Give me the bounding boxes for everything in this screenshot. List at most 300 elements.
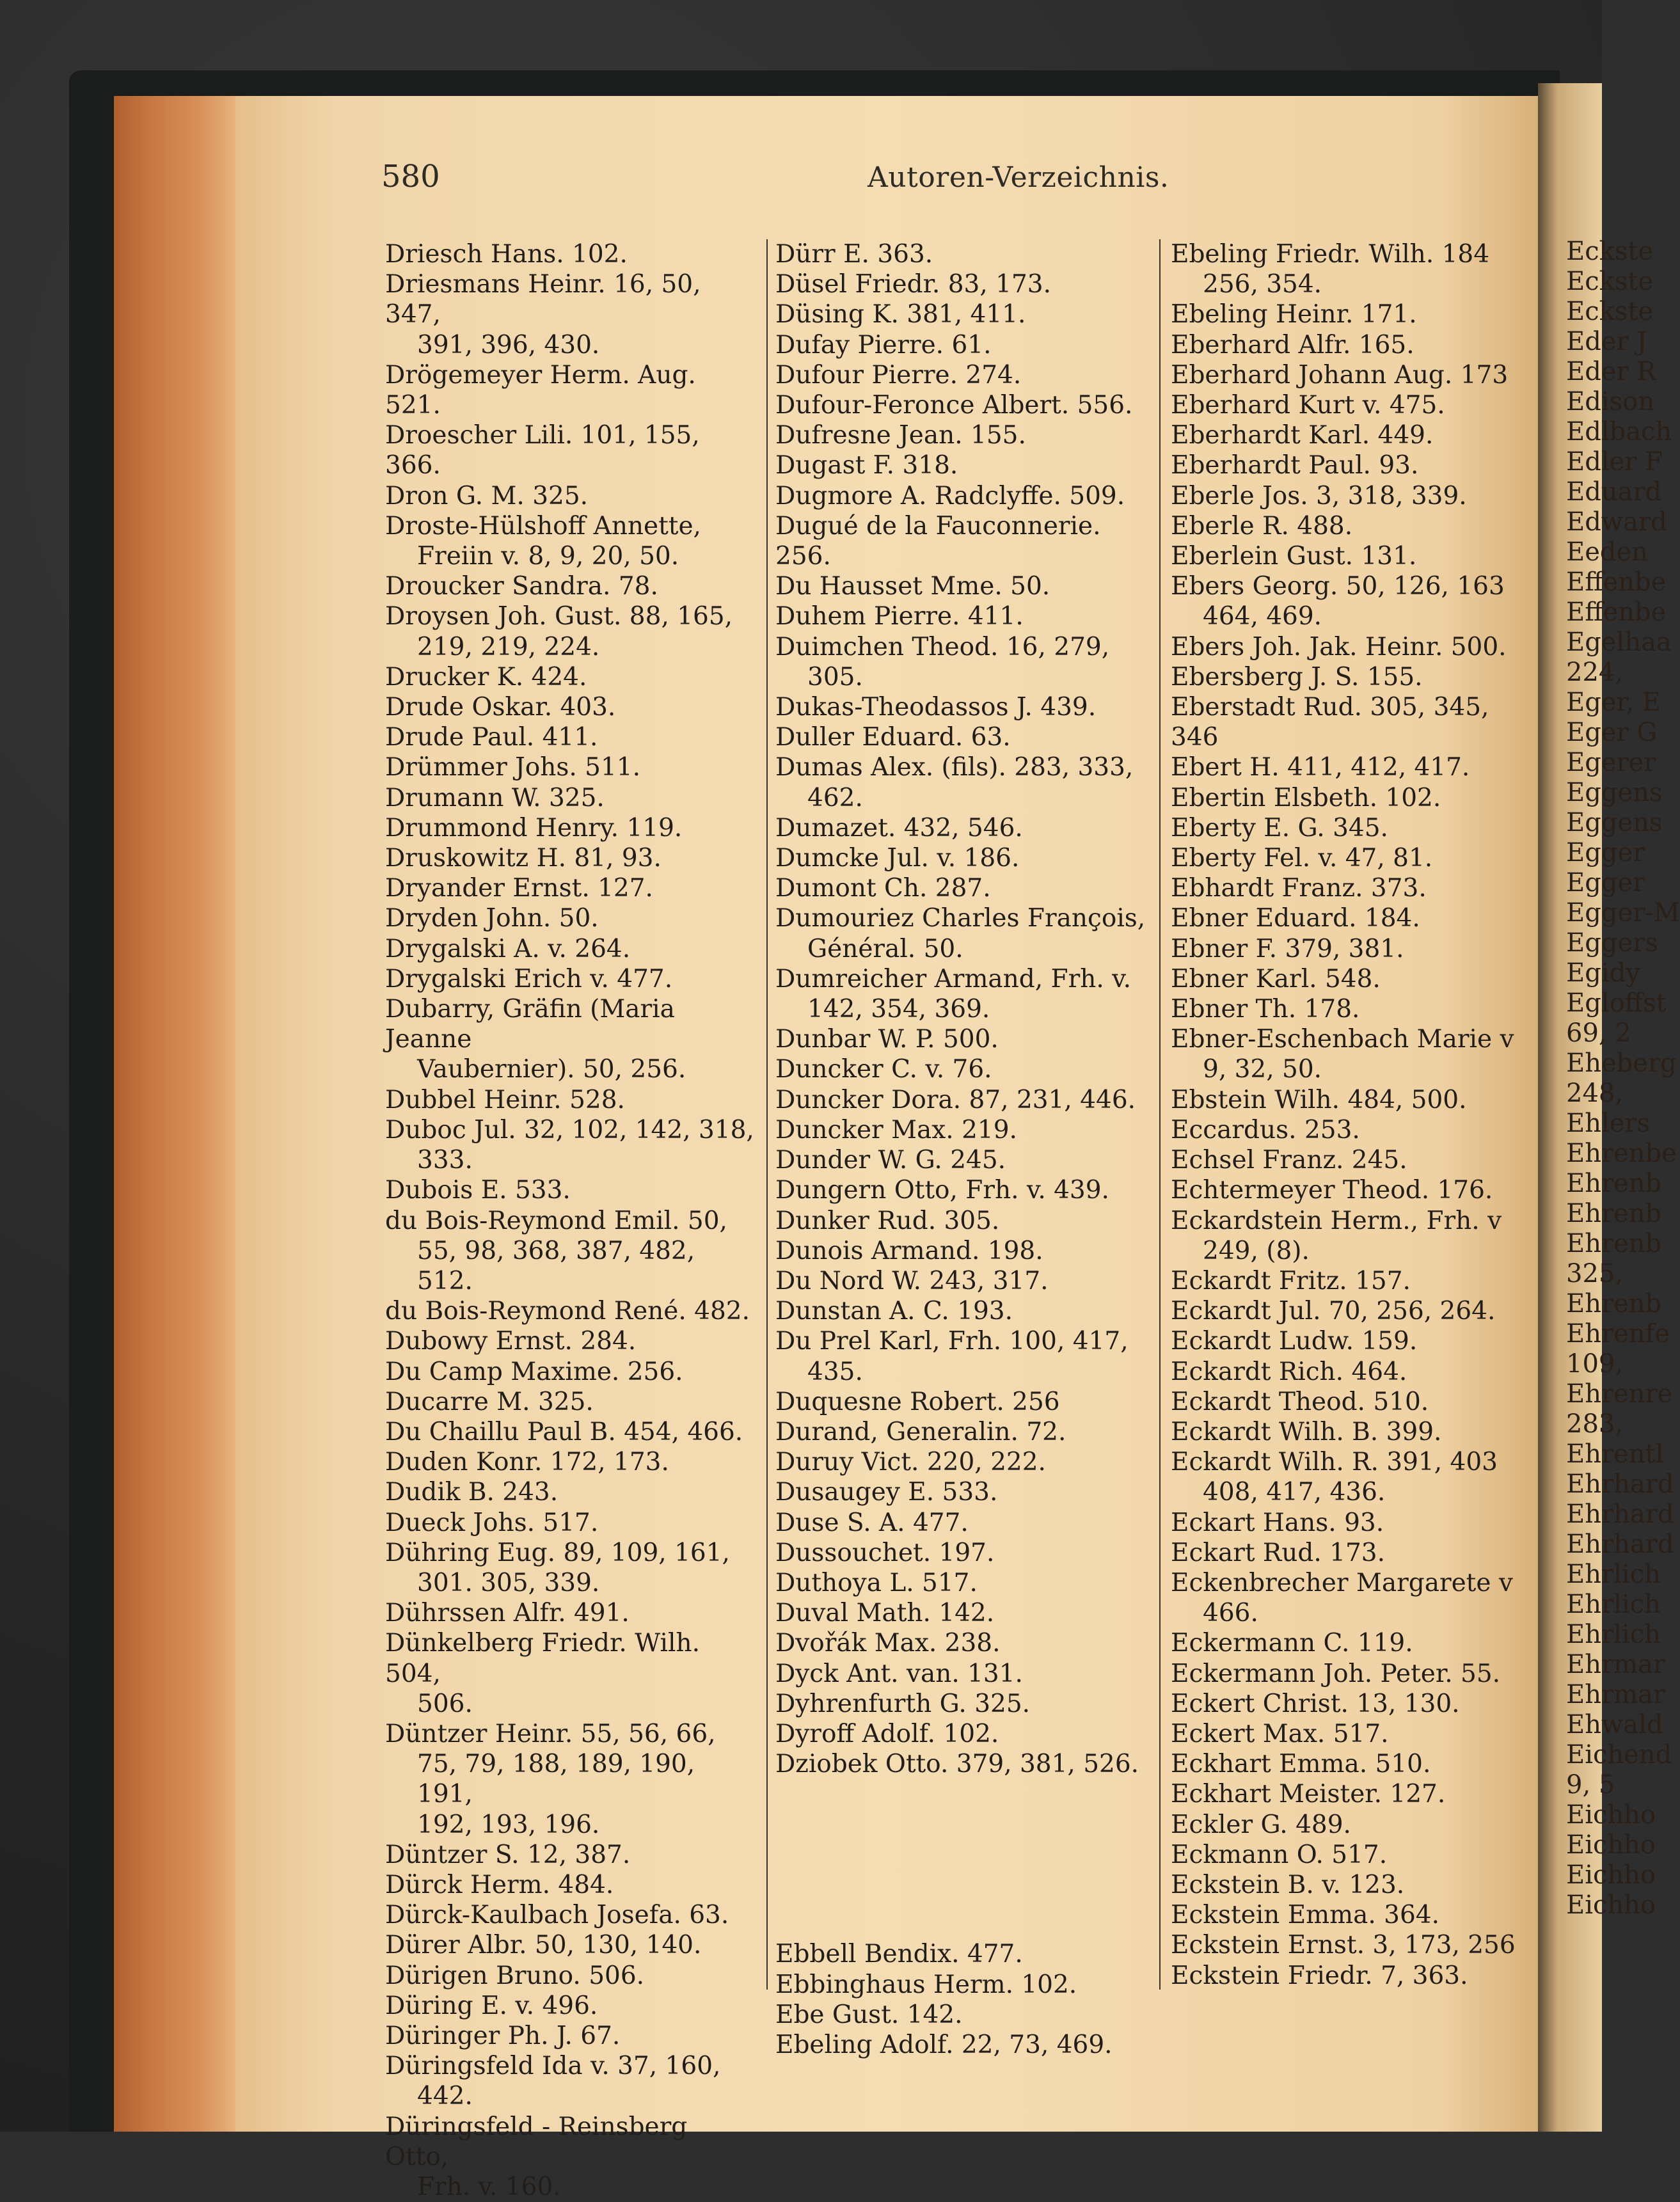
entry-text: Eberhardt Karl. 449. (1171, 421, 1434, 450)
entry-text: Ebersberg J. S. 155. (1171, 662, 1423, 692)
index-entry (1171, 843, 1529, 873)
index-entry (1171, 299, 1529, 329)
entry-continuation: 333. (417, 1146, 473, 1175)
index-entry (775, 1970, 1159, 2000)
next-page-fragment: 283, (1566, 1409, 1624, 1439)
entry-text: Drumann W. 325. (385, 783, 605, 812)
entry-text: Echsel Franz. 245. (1171, 1146, 1407, 1175)
entry-text: Duncker Dora. 87, 231, 446. (775, 1085, 1136, 1114)
entry-text: Dueck Johs. 517. (385, 1508, 599, 1537)
entry-text: Eckstein Friedr. 7, 363. (1171, 1961, 1468, 1990)
entry-text: Duden Konr. 172, 173. (385, 1448, 669, 1477)
index-entry (385, 1387, 756, 1417)
entry-text: Dürck-Kaulbach Josefa. 63. (385, 1901, 729, 1930)
next-page-fragment: Eichho (1566, 1830, 1656, 1860)
index-entry (775, 964, 1159, 1024)
entry-text: Ebert H. 411, 412, 417. (1171, 753, 1470, 782)
index-entry (385, 662, 756, 692)
entry-text: Dunstan A. C. 193. (775, 1297, 1013, 1326)
entry-text: Drucker K. 424. (385, 662, 587, 692)
index-entry (385, 360, 756, 420)
entry-text: Eberle Jos. 3, 318, 339. (1171, 481, 1467, 511)
entry-text: Eckert Max. 517. (1171, 1719, 1389, 1748)
page-edges (114, 96, 235, 2132)
entry-continuation: 9, 32, 50. (1203, 1055, 1322, 1084)
index-entry (775, 903, 1159, 963)
entry-text: Eberhard Kurt v. 475. (1171, 391, 1445, 420)
entry-text: Duller Eduard. 63. (775, 723, 1011, 752)
index-entry (1171, 360, 1529, 390)
entry-text: Driesmans Heinr. 16, 50, 347, (385, 270, 701, 329)
index-entry (385, 269, 756, 360)
entry-text: Ebeling Adolf. 22, 73, 469. (775, 2030, 1113, 2059)
index-entry (1171, 1024, 1529, 1084)
entry-text: Eckardt Wilh. B. 399. (1171, 1417, 1442, 1446)
entry-text: Dürigen Bruno. 506. (385, 1961, 645, 1990)
index-entry (385, 571, 756, 601)
entry-text: Dugué de la Fauconnerie. 256. (775, 511, 1101, 571)
next-page-fragment: Eheberg (1566, 1049, 1677, 1078)
entry-text: Eckardt Ludw. 159. (1171, 1327, 1418, 1356)
next-page-fragment: Eichend (1566, 1740, 1672, 1770)
entry-text: Dubbel Heinr. 528. (385, 1085, 625, 1114)
index-entry (1171, 239, 1529, 299)
next-page-fragment: Ehrenb (1566, 1229, 1662, 1258)
next-page-fragment: Eichho (1566, 1860, 1656, 1890)
entry-text: Drümmer Johs. 511. (385, 753, 640, 782)
index-entry (775, 1266, 1159, 1296)
index-entry (385, 2021, 756, 2051)
page-number: 580 (381, 159, 440, 194)
entry-text: Dühring Eug. 89, 109, 161, (385, 1538, 730, 1567)
entry-continuation: 249, (8). (1203, 1236, 1310, 1265)
index-entry (1171, 964, 1529, 994)
index-entry (385, 601, 756, 661)
entry-text: Dubarry, Gräfin (Maria Jeanne (385, 995, 675, 1054)
index-entry (1171, 662, 1529, 692)
entry-text: Dufour Pierre. 274. (775, 360, 1022, 390)
index-entry (1171, 390, 1529, 420)
index-entry (385, 1357, 756, 1387)
next-page-fragment: Eggens (1566, 808, 1663, 837)
entry-text: Eckardt Jul. 70, 256, 264. (1171, 1297, 1496, 1326)
entry-text: Dryander Ernst. 127. (385, 874, 653, 903)
index-entry (1171, 1296, 1529, 1326)
entry-continuation: 219, 219, 224. (417, 632, 600, 661)
entry-text: Dyck Ant. van. 131. (775, 1659, 1023, 1688)
next-page-fragment: Ehrenb (1566, 1199, 1662, 1228)
index-entry (385, 903, 756, 933)
index-entry (1171, 1568, 1529, 1628)
index-entry (385, 1508, 756, 1538)
index-entry (385, 783, 756, 813)
next-page-fragment: Egger-M (1566, 898, 1680, 928)
index-entry (1171, 450, 1529, 480)
index-entry (385, 752, 756, 782)
index-entry (1171, 1779, 1529, 1809)
next-page-fragment: 325, (1566, 1259, 1624, 1288)
index-entry (775, 1024, 1159, 1054)
entry-text: Durand, Generalin. 72. (775, 1417, 1066, 1446)
entry-text: Eckenbrecher Margarete v (1171, 1568, 1513, 1597)
entry-text: Eberhard Johann Aug. 173 (1171, 360, 1509, 390)
entry-text: Düringer Ph. J. 67. (385, 2021, 621, 2050)
index-entry (775, 1236, 1159, 1266)
index-column-1 (385, 239, 756, 2202)
entry-text: Eberstadt Rud. 305, 345, 346 (1171, 693, 1489, 752)
entry-text: Eckart Rud. 173. (1171, 1538, 1385, 1567)
index-entry (385, 1477, 756, 1507)
entry-continuation: 464, 469. (1203, 602, 1322, 631)
entry-text: Droysen Joh. Gust. 88, 165, (385, 602, 733, 631)
index-entry (775, 450, 1159, 480)
entry-text: Dunker Rud. 305. (775, 1206, 1000, 1235)
index-entry (385, 1447, 756, 1477)
entry-text: Dron G. M. 325. (385, 481, 589, 511)
next-page-fragment: Effenbe (1566, 567, 1667, 597)
index-entry (385, 420, 756, 480)
entry-text: Dunder W. G. 245. (775, 1146, 1006, 1175)
index-entry (385, 1115, 756, 1175)
next-page-fragment: Eckste (1566, 237, 1654, 266)
index-entry (385, 511, 756, 571)
index-entry (775, 239, 1159, 269)
index-entry (1171, 1719, 1529, 1749)
entry-continuation: 391, 396, 430. (417, 330, 600, 360)
entry-text: Dudik B. 243. (385, 1478, 559, 1507)
index-entry (775, 2030, 1159, 2060)
entry-text: Dungern Otto, Frh. v. 439. (775, 1176, 1109, 1205)
column-rule (766, 239, 768, 1990)
index-entry (385, 1206, 756, 1297)
index-entry (1171, 752, 1529, 782)
index-entry (775, 1659, 1159, 1689)
next-page-fragment: 9, 5 (1566, 1770, 1615, 1800)
index-entry (385, 964, 756, 994)
index-entry (385, 2051, 756, 2111)
entry-text: Duthoya L. 517. (775, 1568, 978, 1597)
entry-continuation: Freiin v. 8, 9, 20, 50. (417, 542, 679, 571)
index-entry (1171, 1206, 1529, 1266)
entry-text: Duncker Max. 219. (775, 1115, 1017, 1145)
next-page-fragment: 69, 2 (1566, 1018, 1631, 1048)
index-entry (1171, 330, 1529, 360)
entry-text: Drygalski Erich v. 477. (385, 964, 673, 994)
entry-continuation: 408, 417, 436. (1203, 1478, 1386, 1507)
index-entry (1171, 1085, 1529, 1115)
entry-text: Dukas-Theodassos J. 439. (775, 693, 1097, 722)
entry-text: Eckler G. 489. (1171, 1810, 1351, 1839)
entry-text: Eckstein Emma. 364. (1171, 1901, 1440, 1930)
index-entry (385, 843, 756, 873)
index-entry (775, 1054, 1159, 1084)
index-entry (1171, 481, 1529, 511)
entry-text: Ebner Eduard. 184. (1171, 904, 1420, 933)
index-entry (775, 1477, 1159, 1507)
entry-text: Dunois Armand. 198. (775, 1236, 1043, 1265)
next-page-fragment: Eger, E (1566, 688, 1661, 717)
entry-continuation: 442. (417, 2082, 473, 2111)
entry-continuation: 192, 193, 196. (417, 1810, 600, 1839)
index-entry (1171, 1447, 1529, 1507)
entry-text: Dusaugey E. 533. (775, 1478, 998, 1507)
index-entry (1171, 1387, 1529, 1417)
entry-text: Dührssen Alfr. 491. (385, 1599, 630, 1628)
index-entry (1171, 1538, 1529, 1568)
entry-text: Ebeling Friedr. Wilh. 184 (1171, 240, 1490, 269)
index-entry (385, 1719, 756, 1840)
entry-text: Dussouchet. 197. (775, 1538, 995, 1567)
entry-text: Driesch Hans. 102. (385, 240, 628, 269)
entry-continuation: Frh. v. 160. (417, 2173, 561, 2201)
next-page-fragment: Eggers (1566, 928, 1658, 958)
entry-text: Eckstein B. v. 123. (1171, 1870, 1405, 1899)
index-entry (1171, 692, 1529, 752)
entry-text: Ebner Th. 178. (1171, 995, 1360, 1024)
index-entry (1171, 873, 1529, 903)
entry-text: Eberle R. 488. (1171, 511, 1353, 541)
index-entry (775, 330, 1159, 360)
next-page-fragment: Ehlers (1566, 1109, 1651, 1138)
index-entry (385, 722, 756, 752)
entry-text: Düsing K. 381, 411. (775, 300, 1026, 329)
column-gap (775, 1779, 1159, 1939)
entry-text: Dyhrenfurth G. 325. (775, 1689, 1031, 1718)
next-page-fragment: Egger (1566, 838, 1645, 867)
index-entry (385, 1538, 756, 1598)
entry-text: Düsel Friedr. 83, 173. (775, 270, 1051, 299)
index-entry (1171, 783, 1529, 813)
next-page-fragment: Eeden (1566, 537, 1648, 567)
entry-text: Eckstein Ernst. 3, 173, 256 (1171, 1931, 1516, 1960)
index-entry (385, 813, 756, 843)
index-entry (385, 1175, 756, 1205)
entry-text: Droste-Hülshoff Annette, (385, 511, 701, 541)
entry-text: Du Nord W. 243, 317. (775, 1266, 1049, 1295)
entry-text: Dryden John. 50. (385, 904, 599, 933)
next-page-fragment: Eckste (1566, 297, 1654, 326)
index-entry (1171, 1810, 1529, 1840)
index-entry (1171, 1900, 1529, 1930)
entry-text: Duse S. A. 477. (775, 1508, 969, 1537)
entry-text: Eckhart Emma. 510. (1171, 1750, 1431, 1779)
next-page-fragment: Ehrhard (1566, 1500, 1674, 1529)
next-page-fragment: 248, (1566, 1079, 1624, 1108)
index-entry (775, 1175, 1159, 1205)
entry-text: Eccardus. 253. (1171, 1115, 1360, 1145)
entry-text: Dumcke Jul. v. 186. (775, 844, 1020, 873)
next-page-fragment: Egerer (1566, 748, 1656, 777)
next-page-fragment: Eichho (1566, 1890, 1656, 1920)
index-entry (1171, 1175, 1529, 1205)
next-page-fragments (1538, 83, 1680, 1921)
index-entry (1171, 1266, 1529, 1296)
index-entry (1171, 1417, 1529, 1447)
next-page-fragment: Ehrlich (1566, 1560, 1661, 1589)
index-entry (1171, 1628, 1529, 1658)
index-entry (775, 1749, 1159, 1779)
column-rule (1159, 239, 1161, 1990)
entry-text: Du Chaillu Paul B. 454, 466. (385, 1417, 743, 1446)
next-page-fragment: Ehrenfe (1566, 1319, 1670, 1349)
entry-continuation: 462. (807, 783, 863, 812)
entry-continuation: 301. 305, 339. (417, 1568, 600, 1597)
entry-text: Dufresne Jean. 155. (775, 421, 1026, 450)
entry-continuation: 466. (1203, 1599, 1258, 1628)
next-page-fragment: Edward (1566, 507, 1667, 537)
next-page-fragment: Ehrmar (1566, 1680, 1665, 1709)
entry-text: Duncker C. v. 76. (775, 1055, 992, 1084)
index-entry (775, 601, 1159, 631)
next-page-fragment: Egger (1566, 868, 1645, 898)
entry-text: Dumreicher Armand, Frh. v. (775, 964, 1131, 994)
next-page-edge (1538, 83, 1680, 2132)
index-entry (775, 571, 1159, 601)
index-entry (775, 1719, 1159, 1749)
entry-text: Eckardt Wilh. R. 391, 403 (1171, 1448, 1498, 1477)
index-entry (385, 1900, 756, 1930)
entry-text: du Bois-Reymond René. 482. (385, 1297, 750, 1326)
index-entry (385, 1598, 756, 1628)
index-entry (385, 994, 756, 1085)
entry-text: Drude Oskar. 403. (385, 693, 616, 722)
next-page-fragment: 224, (1566, 658, 1624, 687)
entry-text: Duhem Pierre. 411. (775, 602, 1024, 631)
entry-text: Eckardt Theod. 510. (1171, 1387, 1429, 1416)
entry-text: Eckmann O. 517. (1171, 1840, 1388, 1869)
entry-text: Dürck Herm. 484. (385, 1870, 614, 1899)
index-entry (775, 1598, 1159, 1628)
next-page-fragment: Edison (1566, 387, 1654, 416)
entry-text: Ebner F. 379, 381. (1171, 934, 1404, 963)
index-entry (775, 1568, 1159, 1598)
index-entry (385, 873, 756, 903)
entry-text: Ebe Gust. 142. (775, 2000, 963, 2029)
entry-text: Dziobek Otto. 379, 381, 526. (775, 1750, 1139, 1779)
index-entry (775, 722, 1159, 752)
next-page-fragment: Ehrenb (1566, 1169, 1662, 1198)
entry-continuation: 256, 354. (1203, 270, 1322, 299)
entry-text: Drummond Henry. 119. (385, 813, 683, 843)
next-page-fragment: Ehwald (1566, 1710, 1663, 1739)
index-entry (775, 1689, 1159, 1719)
index-entry (385, 1991, 756, 2021)
index-entry (385, 1085, 756, 1115)
index-column-3 (1171, 239, 1529, 1991)
entry-text: Dvořák Max. 238. (775, 1629, 1001, 1658)
index-entry (1171, 934, 1529, 964)
next-page-fragment: Ehrentl (1566, 1439, 1664, 1469)
index-entry (775, 360, 1159, 390)
next-page-fragment: Eggens (1566, 778, 1663, 807)
index-entry (1171, 1689, 1529, 1719)
index-entry (775, 1387, 1159, 1417)
entry-text: Dubois E. 533. (385, 1176, 571, 1205)
index-entry (385, 481, 756, 511)
entry-text: Du Prel Karl, Frh. 100, 417, (775, 1327, 1129, 1356)
index-entry (1171, 1508, 1529, 1538)
running-title: Autoren-Verzeichnis. (868, 161, 1169, 194)
index-entry (775, 390, 1159, 420)
index-entry (1171, 994, 1529, 1024)
next-page-fragment: Egidy (1566, 958, 1640, 988)
index-entry (775, 1296, 1159, 1326)
entry-text: Ebeling Heinr. 171. (1171, 300, 1417, 329)
entry-text: Dürr E. 363. (775, 240, 933, 269)
entry-text: Eckhart Meister. 127. (1171, 1780, 1446, 1809)
index-entry (775, 1628, 1159, 1658)
entry-text: Dumazet. 432, 546. (775, 813, 1023, 843)
next-page-fragment: Egelhaa (1566, 628, 1672, 657)
entry-text: Du Hausset Mme. 50. (775, 572, 1050, 601)
index-entry (1171, 511, 1529, 541)
entry-continuation: 506. (417, 1689, 473, 1718)
next-page-fragment: Ehrhard (1566, 1469, 1674, 1499)
index-entry (1171, 1870, 1529, 1900)
next-page-fragment: Ehrlich (1566, 1620, 1661, 1649)
next-page-fragment: Egloffst (1566, 988, 1667, 1018)
entry-text: Ebbell Bendix. 477. (775, 1940, 1023, 1969)
entry-continuation: 305. (807, 662, 863, 692)
index-entry (1171, 1930, 1529, 1960)
entry-text: Ebner-Eschenbach Marie v (1171, 1025, 1514, 1054)
index-entry (1171, 1115, 1529, 1145)
entry-text: Droescher Lili. 101, 155, 366. (385, 421, 700, 480)
index-entry (1171, 1145, 1529, 1175)
index-entry (1171, 1659, 1529, 1689)
entry-text: Ebstein Wilh. 484, 500. (1171, 1085, 1467, 1114)
index-entry (775, 692, 1159, 722)
index-entry (1171, 632, 1529, 662)
index-entry (1171, 541, 1529, 571)
entry-text: Ebner Karl. 548. (1171, 964, 1381, 994)
entry-text: Dugast F. 318. (775, 451, 958, 480)
next-page-fragment: 109, (1566, 1349, 1624, 1379)
index-entry (775, 420, 1159, 450)
index-entry (775, 1417, 1159, 1447)
entry-text: Eberhardt Paul. 93. (1171, 451, 1419, 480)
page-header (381, 159, 1533, 203)
next-page-fragment: Effenbe (1566, 598, 1667, 627)
next-page-fragment: Eduard (1566, 477, 1662, 507)
index-entry (775, 481, 1159, 511)
entry-continuation: Vaubernier). 50, 256. (417, 1055, 686, 1084)
index-entry (775, 813, 1159, 843)
entry-text: Eckardt Rich. 464. (1171, 1357, 1407, 1386)
index-entry (1171, 1357, 1529, 1387)
entry-text: Eberhard Alfr. 165. (1171, 330, 1415, 360)
entry-text: Echtermeyer Theod. 176. (1171, 1176, 1493, 1205)
entry-continuation: 435. (807, 1357, 863, 1386)
index-entry (775, 1508, 1159, 1538)
next-page-fragment: Eder R (1566, 357, 1656, 386)
entry-text: Ebbinghaus Herm. 102. (775, 1970, 1077, 1999)
index-entry (1171, 1326, 1529, 1356)
index-entry (385, 239, 756, 269)
entry-text: Ducarre M. 325. (385, 1387, 594, 1416)
entry-text: Duimchen Theod. 16, 279, (775, 632, 1110, 661)
entry-text: Dubowy Ernst. 284. (385, 1327, 637, 1356)
entry-continuation: 142, 354, 369. (807, 995, 990, 1024)
entry-text: Duboc Jul. 32, 102, 142, 318, (385, 1115, 754, 1145)
index-entry (775, 873, 1159, 903)
entry-text: Dugmore A. Radclyffe. 509. (775, 481, 1125, 511)
entry-text: Dumouriez Charles François, (775, 904, 1146, 933)
entry-text: Dufay Pierre. 61. (775, 330, 992, 360)
entry-continuation: 75, 79, 188, 189, 190, 191, (417, 1750, 695, 1809)
next-page-fragment: Eder J (1566, 327, 1647, 356)
entry-text: Eckermann Joh. Peter. 55. (1171, 1659, 1501, 1688)
